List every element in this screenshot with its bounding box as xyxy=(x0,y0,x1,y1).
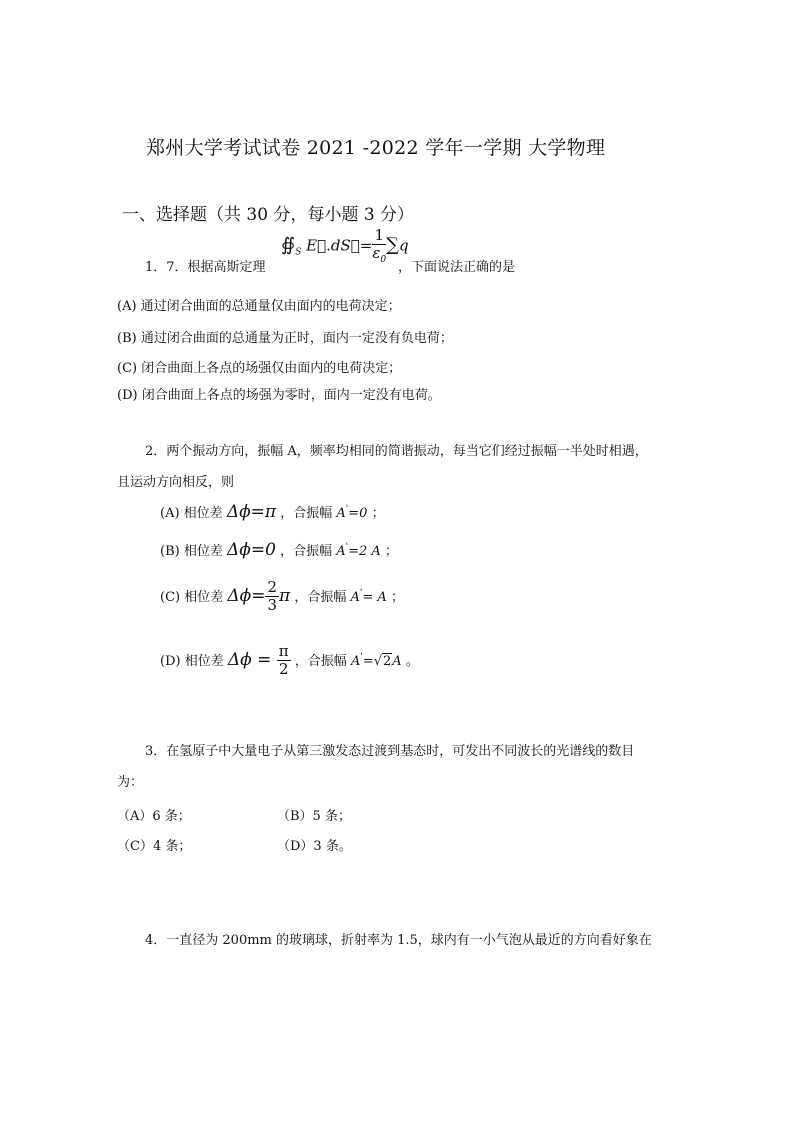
question-4-line-1: 4．一直径为 200mm 的玻璃球，折射率为 1.5，球内有一小气泡从最近的方向看好象在 xyxy=(145,933,652,948)
q3-option-d: （D）3 条。 xyxy=(277,839,352,854)
amplitude-b: A'=2 A xyxy=(336,542,381,559)
section-heading: 一、选择题（共 30 分，每小题 3 分） xyxy=(122,205,415,225)
q1-option-d: (D) 闭合曲面上各点的场强为零时，面内一定没有电荷。 xyxy=(117,388,441,403)
surface-integral-symbol: ∯ xyxy=(281,234,296,256)
integrand: E⃗.dS⃗= xyxy=(306,236,373,255)
phase-diff-c: Δϕ= $\frac{2}{3}$ π xyxy=(227,578,291,614)
question-1-suffix: ，下面说法正确的是 xyxy=(398,260,516,275)
question-1-prefix: 1．7．根据高斯定理 xyxy=(145,260,266,275)
amplitude-a: A'=0 xyxy=(336,504,368,521)
phase-diff-a: Δϕ=π xyxy=(226,502,277,522)
q2-option-b: (B) 相位差 Δϕ=0 ，合振幅 A'=2 A ； xyxy=(160,540,398,560)
q1-option-b: (B) 通过闭合曲面的总通量为正时，面内一定没有负电荷； xyxy=(117,331,453,346)
q1-option-a: (A) 通过闭合曲面的总通量仅由面内的电荷决定； xyxy=(117,299,401,314)
question-3-line-2: 为： xyxy=(117,775,144,790)
question-2-line-2: 且运动方向相反，则 xyxy=(117,475,235,490)
charge-q: q xyxy=(398,236,409,255)
q3-option-a: （A）6 条； xyxy=(117,809,191,824)
integral-subscript: S xyxy=(295,247,302,258)
q2-option-c: (C) 相位差 Δϕ= $\frac{2}{3}$ π ，合振幅 A'= A ； xyxy=(160,578,404,614)
amplitude-c: A'= A xyxy=(350,588,387,605)
page-title: 郑州大学考试试卷 2021 -2022 学年一学期 大学物理 xyxy=(146,137,606,159)
phase-diff-d: Δϕ = $\frac{\pi}{2}$ xyxy=(227,642,289,678)
gauss-formula xyxy=(281,228,409,265)
amplitude-d: A'=√2A xyxy=(350,652,402,669)
sqrt-icon: √ xyxy=(373,654,383,669)
sum-symbol: ∑ xyxy=(386,234,399,256)
phase-diff-b: Δϕ=0 xyxy=(226,540,276,560)
q2-option-d: (D) 相位差 Δϕ = $\frac{\pi}{2}$ ，合振幅 A'=√2A 。 xyxy=(160,642,419,678)
question-2-line-1: 2．两个振动方向，振幅 A，频率均相同的简谐振动，每当它们经过振幅一半处时相遇， xyxy=(145,444,648,459)
q3-option-c: （C）4 条； xyxy=(117,839,192,854)
question-3-line-1: 3．在氢原子中大量电子从第三激发态过渡到基态时，可发出不同波长的光谱线的数目 xyxy=(145,744,635,759)
q2-option-a: (A) 相位差 Δϕ=π ，合振幅 A'=0 ； xyxy=(160,502,385,522)
one-over-epsilon: $\frac{1}{\varepsilon_0}$ xyxy=(372,226,387,265)
q3-option-b: （B）5 条； xyxy=(277,809,351,824)
q1-option-c: (C) 闭合曲面上各点的场强仅由面内的电荷决定； xyxy=(117,361,402,376)
